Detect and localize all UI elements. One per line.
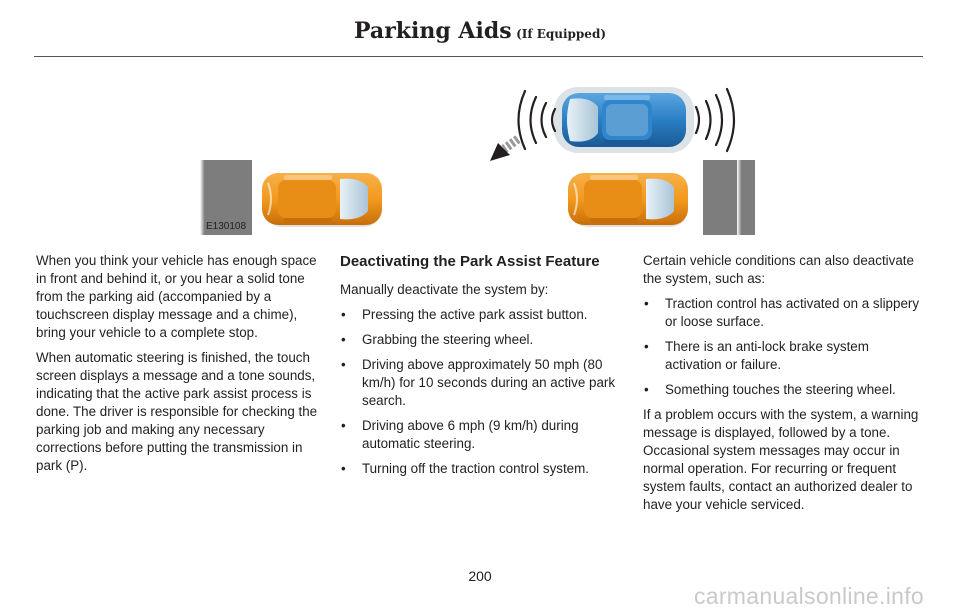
paragraph-steering-finished: When automatic steering is finished, the touch screen displays a message and a tone sounds, indicating that the active park assist process is done. The driver is responsible for checking the parking job and making any necessary corrections before putting the transmission in park (P). [36, 350, 318, 473]
bullet-icon: • [644, 382, 649, 397]
page-title: Parking Aids [353, 18, 512, 44]
figure-code: E130108 [206, 221, 247, 232]
bullet-icon: • [341, 357, 346, 372]
sensor-waves-right-icon [696, 89, 734, 151]
list-item: • Driving above approximately 50 mph (80 km/h) for 10 seconds during an active park search. [341, 357, 616, 408]
parked-car-left-icon [262, 173, 382, 227]
paragraph-problem-occurs: If a problem occurs with the system, a warning message is displayed, followed by a tone. Occasional system messages may occur in normal operation. For recurring or frequent system faults, contact an authorized dealer to have your vehicle serviced. [643, 407, 919, 512]
bullet-icon: • [341, 332, 346, 347]
page-header [0, 18, 960, 44]
right-curb [703, 160, 755, 235]
column-left [36, 252, 321, 482]
parking-car-blue-icon [554, 87, 694, 153]
list-item: • Something touches the steering wheel. [644, 382, 896, 397]
list-item: • There is an anti-lock brake system activation or failure. [644, 339, 869, 372]
list-item: • Traction control has activated on a slippery or loose surface. [644, 296, 920, 329]
paragraph-conditions: Certain vehicle conditions can also deactivate the system, such as: [643, 253, 914, 286]
section-heading-deactivating: Deactivating the Park Assist Feature [340, 253, 600, 270]
column-right [643, 252, 928, 521]
list-item: • Grabbing the steering wheel. [341, 332, 534, 347]
parked-car-right-icon [568, 173, 688, 227]
condition-deactivation-list [643, 295, 928, 399]
bullet-icon: • [644, 339, 649, 354]
column-middle [340, 252, 625, 485]
list-item: • Pressing the active park assist button. [341, 307, 588, 322]
sensor-waves-left-icon [519, 91, 556, 149]
list-item: • Turning off the traction control system. [341, 461, 589, 476]
list-item: • Driving above 6 mph (9 km/h) during automatic steering. [341, 418, 579, 451]
watermark: carmanualsonline.info [693, 583, 924, 609]
reverse-direction-arrow-icon [490, 139, 518, 161]
header-rule [34, 56, 923, 57]
bullet-icon: • [341, 418, 346, 433]
bullet-icon: • [341, 307, 346, 322]
parking-illustration [200, 85, 755, 235]
page-number: 200 [468, 568, 492, 584]
page-subtitle: (If Equipped) [516, 27, 607, 41]
paragraph-manual-deactivate: Manually deactivate the system by: [340, 282, 549, 297]
paragraph-stop-vehicle: When you think your vehicle has enough space in front and behind it, or you hear a solid tone from the parking aid (accompanied by a touchscreen display message and a chime), bring your vehicle to a complete stop. [36, 253, 317, 340]
bullet-icon: • [644, 296, 649, 311]
manual-deactivation-list [340, 306, 625, 478]
bullet-icon: • [341, 461, 346, 476]
parking-illustration-svg [200, 85, 755, 235]
